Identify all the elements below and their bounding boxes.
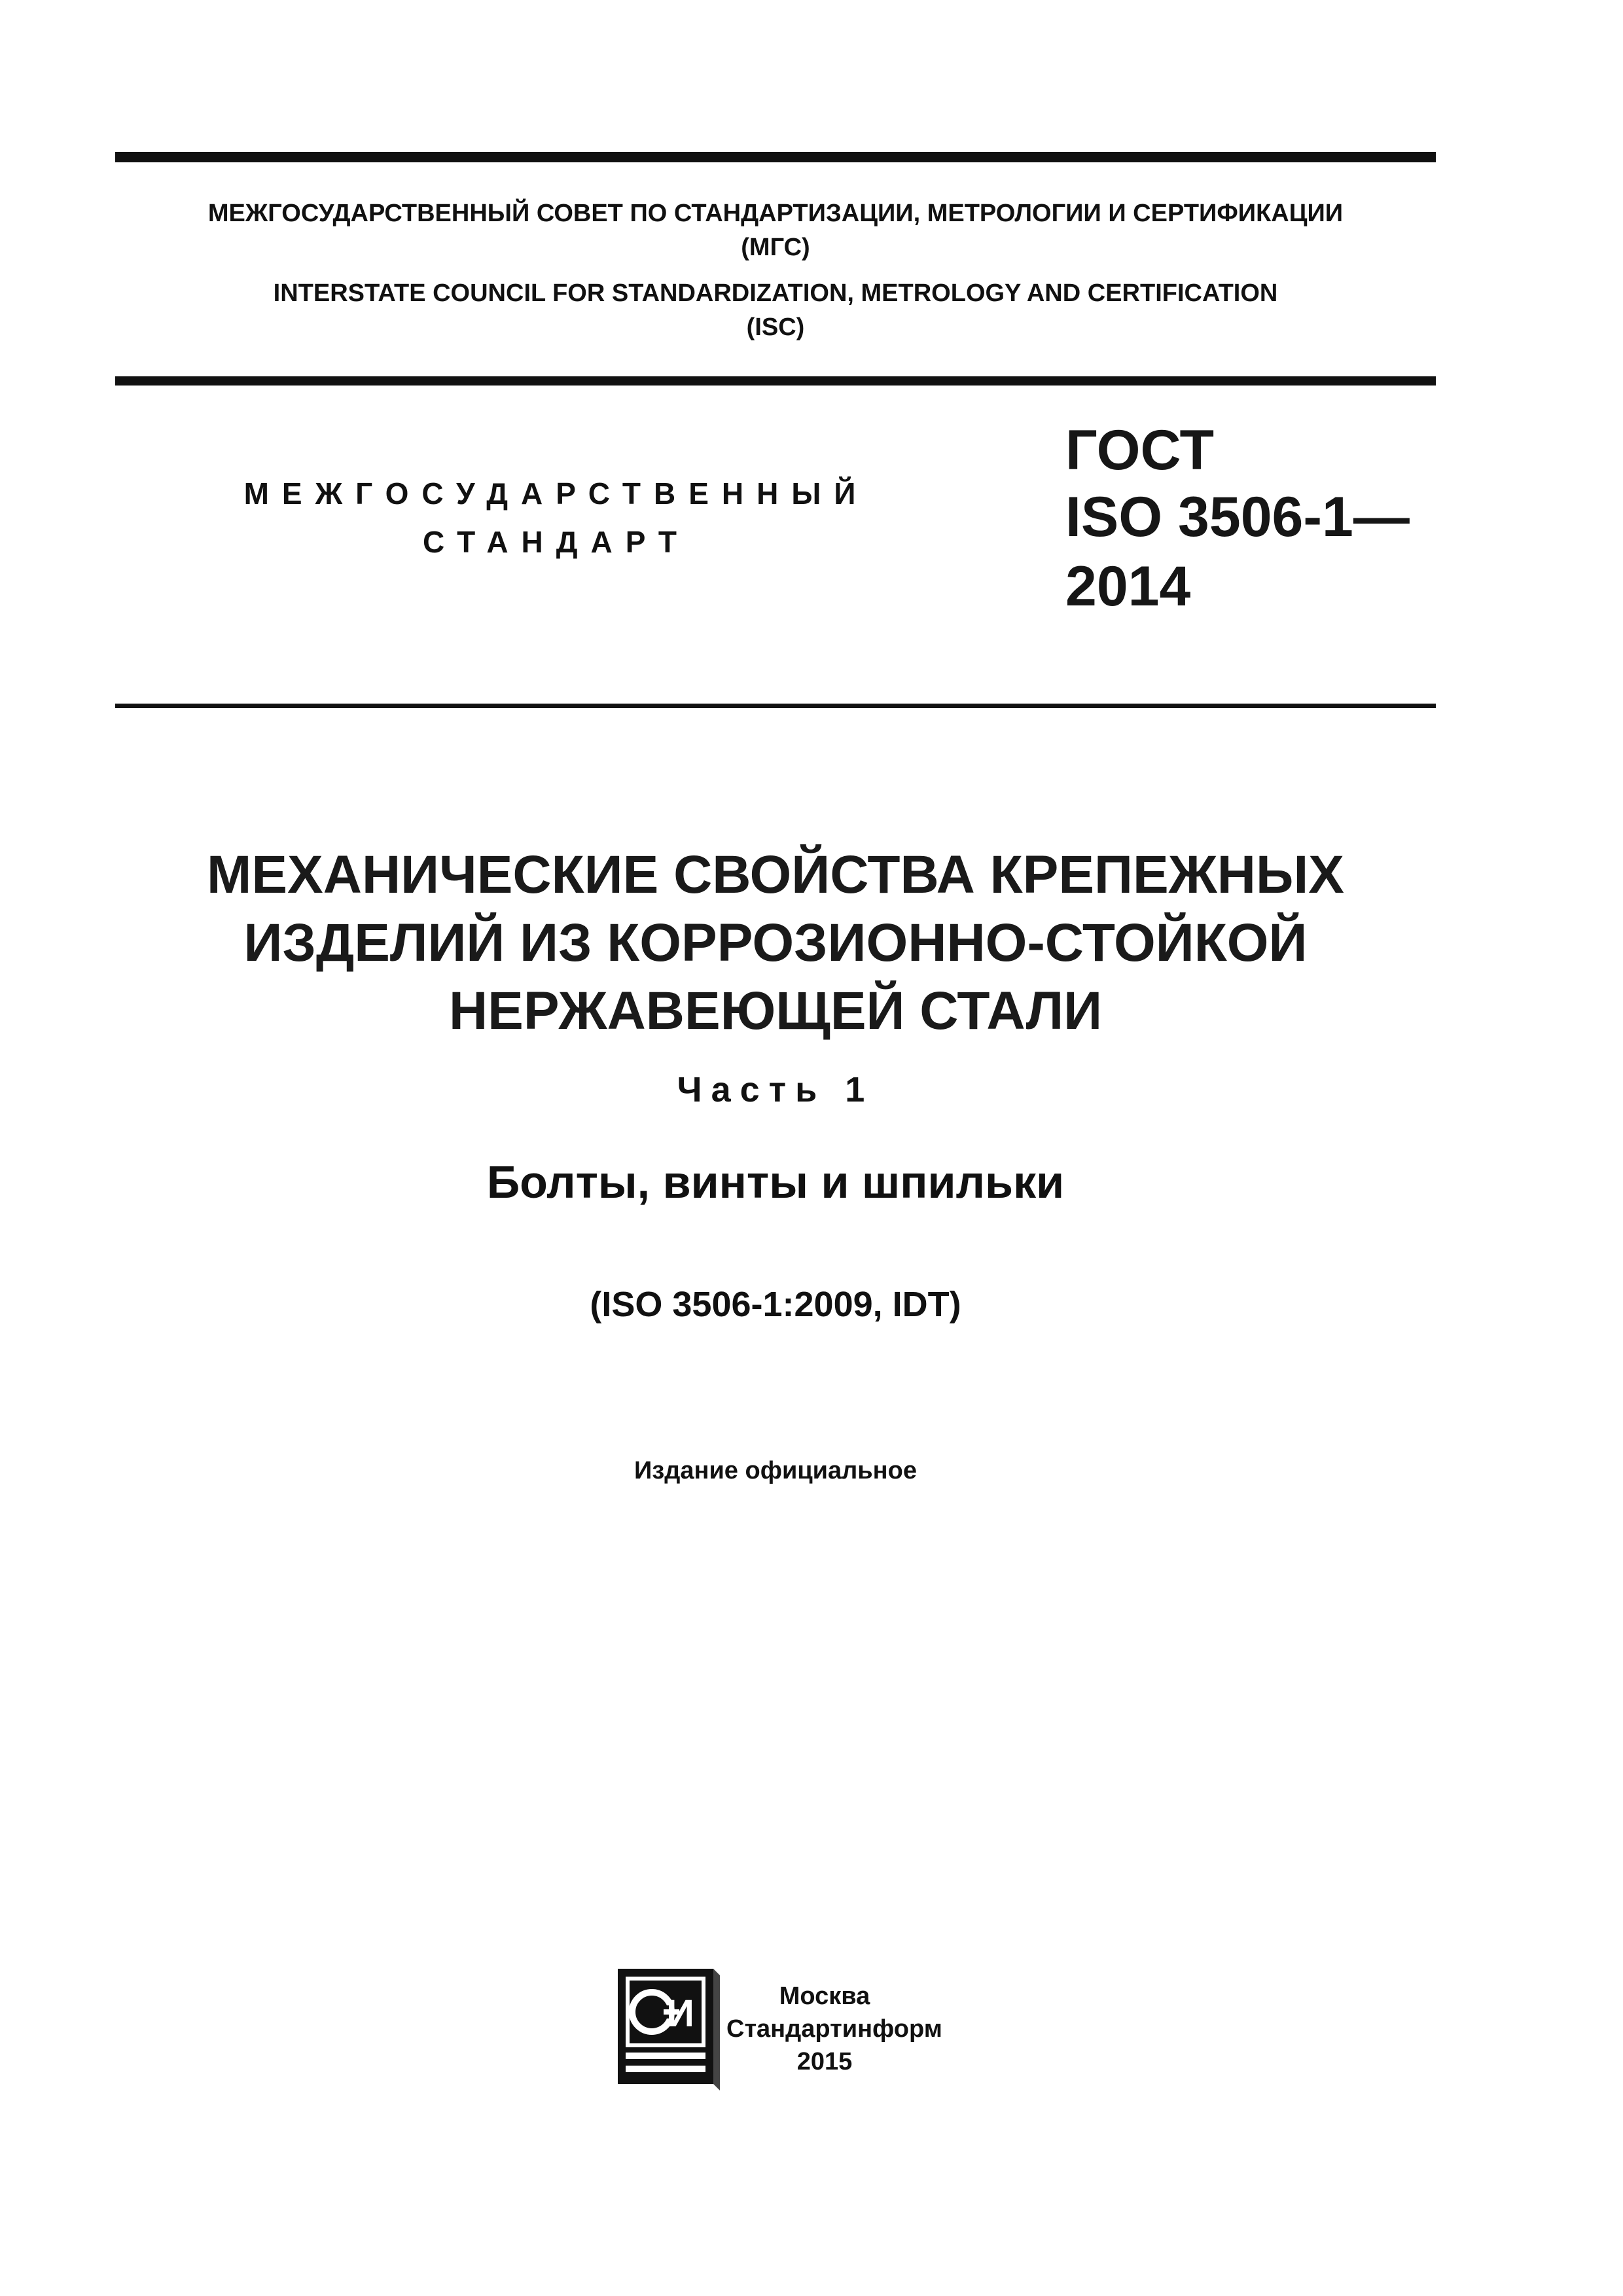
designation-line2: ISO 3506-1— <box>1065 486 1410 548</box>
standard-kind-line2: СТАНДАРТ <box>423 525 690 559</box>
council-abbr-en: (ISC) <box>746 314 805 341</box>
standartinform-logo-icon <box>615 1966 720 2090</box>
council-name-en: INTERSTATE COUNCIL FOR STANDARDIZATION, METROLOGY AND CERTIFICATION <box>273 279 1278 307</box>
standard-kind-line1: МЕЖГОСУДАРСТВЕННЫЙ <box>243 476 869 511</box>
publication-year: 2015 <box>796 2048 853 2075</box>
document-title-line1: МЕХАНИЧЕСКИЕ СВОЙСТВА КРЕПЕЖНЫХ <box>207 845 1344 905</box>
document-title-line3: НЕРЖАВЕЮЩЕЙ СТАЛИ <box>448 981 1103 1041</box>
designation-line3: 2014 <box>1065 555 1191 618</box>
iso-reference: (ISO 3506-1:2009, IDT) <box>590 1285 961 1324</box>
council-name-ru: МЕЖГОСУДАРСТВЕННЫЙ СОВЕТ ПО СТАНДАРТИЗАЦИИ, МЕТРОЛОГИИ И СЕРТИФИКАЦИИ <box>207 200 1344 227</box>
publisher-name: Стандартинформ <box>726 2015 942 2043</box>
part-number: Часть 1 <box>677 1070 874 1109</box>
designation-line1: ГОСТ <box>1065 419 1215 482</box>
designation-rule <box>115 704 1436 708</box>
top-rule <box>115 152 1436 162</box>
publisher-city: Москва <box>779 1982 870 2010</box>
document-subtitle: Болты, винты и шпильки <box>486 1157 1065 1208</box>
council-abbr-ru: (МГС) <box>741 234 810 261</box>
logo-letter-i: И <box>667 1992 694 2035</box>
document-title-line2: ИЗДЕЛИЙ ИЗ КОРРОЗИОННО-СТОЙКОЙ <box>243 913 1308 973</box>
edition-label: Издание официальное <box>634 1457 917 1484</box>
header-rule <box>115 376 1436 386</box>
